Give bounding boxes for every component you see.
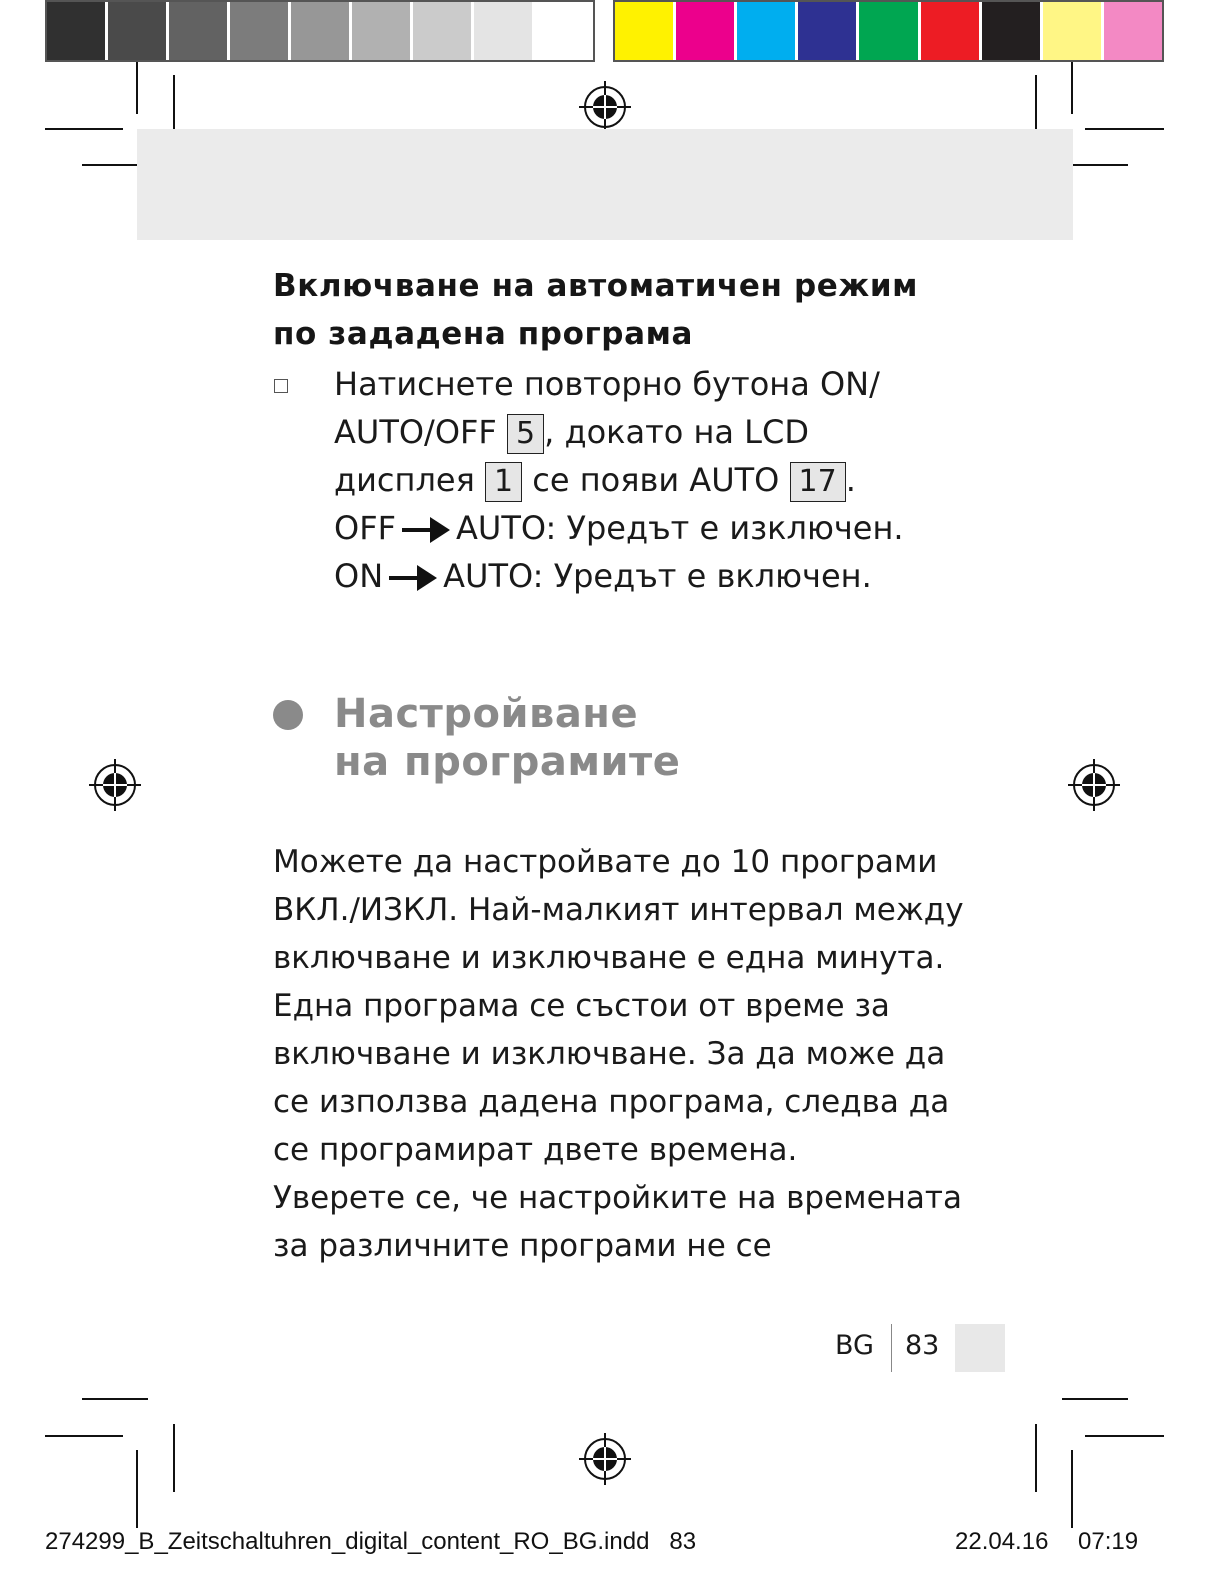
color-swatch [921,2,982,60]
reference-number: 5 [507,414,544,454]
color-swatch [47,2,108,60]
slug-filename: 274299_B_Zeitschaltuhren_digital_content_RO_BG.indd 83 [45,1528,697,1555]
color-swatch [230,2,291,60]
process-color-bar [613,0,1164,62]
mode-to: AUTO: Уредът е включен. [443,557,872,595]
crop-mark [136,1450,138,1528]
color-swatch [535,2,593,60]
crop-mark [45,128,123,130]
registration-mark-icon [579,1433,631,1485]
color-swatch [982,2,1043,60]
subsection-heading-line: Включване на автоматичен режим [273,268,919,304]
body-paragraph [273,838,973,1270]
crop-mark [1085,1435,1164,1437]
step-line [334,408,974,456]
mode-to: AUTO: Уредът е изключен. [456,509,904,547]
registration-mark-icon [1068,759,1120,811]
step-line [334,456,974,504]
body-line: се използва дадена програма, следва да [273,1084,950,1120]
crop-mark [1062,1398,1128,1400]
footer-divider [891,1324,892,1372]
crop-mark [173,1424,175,1492]
step-checkbox-icon [274,379,288,393]
crop-mark [1085,128,1164,130]
color-swatch [615,2,676,60]
registration-mark-icon [89,759,141,811]
page-number: 83 [905,1330,940,1361]
step-text: се появи AUTO [532,461,780,499]
section-title [334,690,680,786]
color-swatch [859,2,920,60]
crop-mark [1071,62,1073,114]
section-bullet-icon [273,700,303,730]
color-swatch [474,2,535,60]
arrow-right-icon [389,563,437,593]
color-swatch [798,2,859,60]
crop-mark [1071,1450,1073,1528]
subsection-heading-line: по зададена програма [273,316,694,352]
color-swatch [1104,2,1162,60]
mode-from: OFF [334,509,396,547]
step-text: AUTO/OFF [334,413,497,451]
color-swatch [352,2,413,60]
step-line [334,504,974,552]
slug-date: 22.04.16 [955,1528,1049,1555]
body-line: за различните програми не се [273,1228,772,1264]
reference-number: 17 [790,462,846,502]
step-text: дисплея [334,461,475,499]
arrow-right-icon [402,515,450,545]
color-swatch [169,2,230,60]
step-line [334,552,974,600]
crop-mark [82,1398,148,1400]
grayscale-color-bar [45,0,595,62]
crop-mark [1035,1424,1037,1492]
step-text: . [845,461,856,499]
color-swatch [291,2,352,60]
body-line: се програмират двете времена. [273,1132,798,1168]
footer-language: BG [835,1330,874,1361]
body-line: включване и изключване. За да може да [273,1036,946,1072]
section-title-line: Настройване [334,691,639,737]
reference-number: 1 [485,462,522,502]
body-line: Една програма се състои от време за [273,988,890,1024]
step-text: , докато на LCD [544,413,809,451]
section-title-line: на програмите [334,739,681,785]
body-line: ВКЛ./ИЗКЛ. Най-малкият интервал между [273,892,964,928]
crop-mark [45,1435,123,1437]
color-swatch [676,2,737,60]
crop-mark [136,62,138,114]
instruction-step [334,360,974,600]
header-band [137,129,1073,240]
body-line: Уверете се, че настройките на времената [273,1180,962,1216]
color-swatch [1043,2,1104,60]
step-line: Натиснете повторно бутона ON/ [334,365,880,403]
mode-from: ON [334,557,384,595]
slug-time: 07:19 [1078,1528,1139,1555]
subsection-heading [273,262,993,358]
color-swatch [413,2,474,60]
page-tab [955,1324,1005,1372]
color-swatch [737,2,798,60]
body-line: Можете да настройвате до 10 програми [273,844,938,880]
body-line: включване и изключване е една минута. [273,940,945,976]
color-swatch [108,2,169,60]
registration-mark-icon [579,81,631,133]
